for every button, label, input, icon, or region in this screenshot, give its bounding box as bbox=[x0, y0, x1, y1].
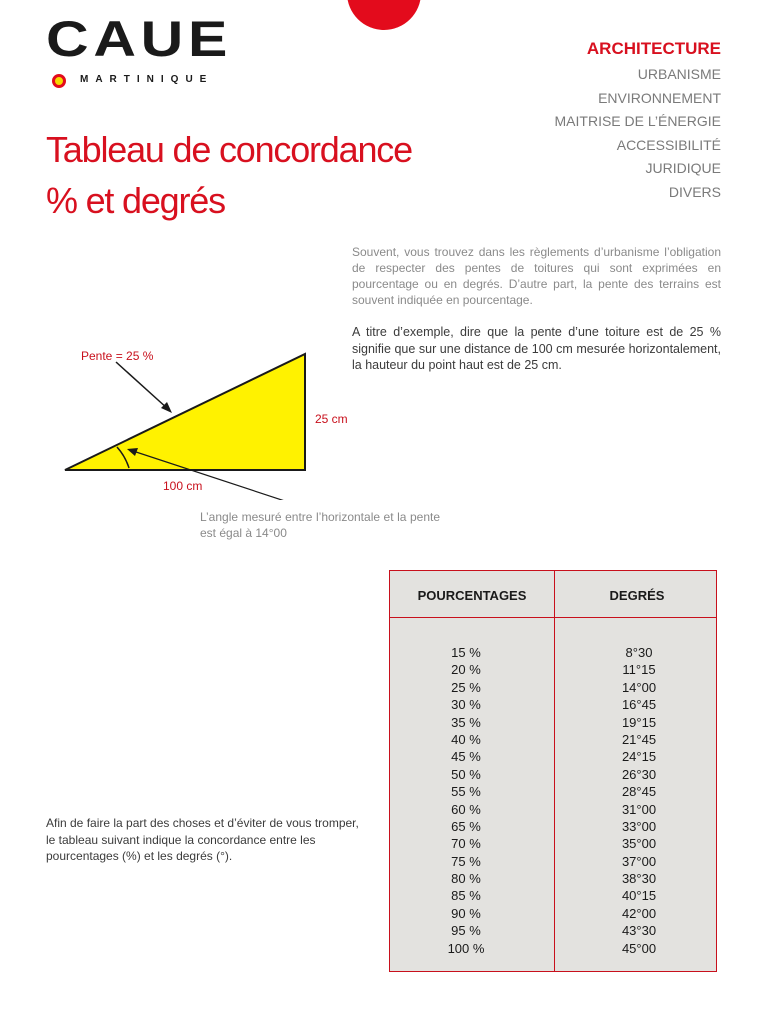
cell-percentage: 50 % bbox=[451, 766, 481, 782]
base-label: 100 cm bbox=[163, 479, 203, 493]
height-label: 25 cm bbox=[315, 412, 348, 426]
pente-label: Pente = 25 % bbox=[81, 349, 154, 363]
slope-triangle bbox=[65, 354, 305, 470]
concordance-table bbox=[389, 570, 717, 972]
table-row bbox=[390, 870, 716, 887]
slope-triangle-diagram bbox=[55, 340, 355, 500]
table-row bbox=[390, 801, 716, 818]
cell-degrees: 38°30 bbox=[621, 871, 657, 887]
cell-degrees: 35°00 bbox=[621, 836, 657, 852]
logo-subtitle: MARTINIQUE bbox=[80, 74, 214, 85]
table-body bbox=[390, 644, 716, 957]
table-row bbox=[390, 731, 716, 748]
table-row bbox=[390, 887, 716, 904]
nav-item-environnement[interactable]: ENVIRONNEMENT bbox=[598, 89, 721, 106]
cell-degrees: 14°00 bbox=[621, 679, 657, 695]
cell-degrees: 33°00 bbox=[621, 818, 657, 834]
nav-item-accessibilite[interactable]: ACCESSIBILITÉ bbox=[616, 136, 721, 153]
cell-percentage: 60 % bbox=[451, 801, 481, 817]
logo-sun-icon bbox=[52, 74, 66, 88]
cell-percentage: 25 % bbox=[451, 679, 481, 695]
cell-percentage: 65 % bbox=[451, 818, 481, 834]
cell-degrees: 24°15 bbox=[621, 749, 657, 765]
header-pourcentages: POURCENTAGES bbox=[417, 588, 527, 603]
nav-item-energie[interactable]: MAITRISE DE L’ÉNERGIE bbox=[554, 113, 721, 129]
table-row bbox=[390, 714, 716, 731]
cell-percentage: 30 % bbox=[451, 697, 481, 713]
cell-degrees: 40°15 bbox=[621, 888, 657, 904]
decorative-red-circle bbox=[347, 0, 421, 30]
cell-degrees: 16°45 bbox=[621, 697, 657, 713]
nav-item-divers[interactable]: DIVERS bbox=[668, 183, 721, 200]
cell-percentage: 20 % bbox=[451, 662, 481, 678]
cell-percentage: 55 % bbox=[451, 784, 481, 800]
intro-paragraph: Souvent, vous trouvez dans les règlements d’urbanisme l’obligation de respecter des pentes de toitures qui sont exprimées en pourcentage ou en degrés. D’autre part, la pente des terrains est souvent indiquée en pourcentage. bbox=[352, 245, 721, 307]
cell-percentage: 40 % bbox=[451, 731, 481, 747]
logo-letters: CAUE bbox=[46, 11, 233, 67]
cell-percentage: 75 % bbox=[451, 853, 481, 869]
caue-logo[interactable] bbox=[46, 11, 241, 85]
table-row bbox=[390, 783, 716, 800]
cell-degrees: 42°00 bbox=[621, 905, 657, 921]
table-row bbox=[390, 922, 716, 939]
cell-percentage: 15 % bbox=[451, 645, 481, 660]
cell-degrees: 31°00 bbox=[621, 801, 657, 817]
table-row bbox=[390, 679, 716, 696]
cell-degrees: 21°45 bbox=[621, 731, 657, 747]
cell-percentage: 90 % bbox=[451, 905, 481, 921]
nav-item-architecture[interactable]: ARCHITECTURE bbox=[586, 39, 721, 58]
table-row bbox=[390, 766, 716, 783]
table-row bbox=[390, 818, 716, 835]
cell-degrees: 19°15 bbox=[621, 714, 657, 730]
cell-percentage: 85 % bbox=[451, 888, 481, 904]
pente-pointer-arrow bbox=[116, 362, 168, 409]
title-line-2: % et degrés bbox=[46, 180, 225, 221]
title-line-1: Tableau de concordance bbox=[46, 129, 412, 170]
cell-degrees: 37°00 bbox=[621, 853, 657, 869]
table-row bbox=[390, 748, 716, 765]
table-intro-note: Afin de faire la part des choses et d’éviter de vous tromper, le tableau suivant indique la concordance entre les pourcentages (%) et les degrés (°). bbox=[46, 816, 359, 863]
cell-degrees: 26°30 bbox=[621, 766, 657, 782]
table-row bbox=[390, 835, 716, 852]
cell-degrees: 28°45 bbox=[621, 784, 657, 800]
table-row bbox=[390, 905, 716, 922]
cell-percentage: 35 % bbox=[451, 714, 481, 730]
cell-percentage: 45 % bbox=[451, 749, 481, 765]
cell-percentage: 100 % bbox=[447, 940, 485, 956]
cell-percentage: 70 % bbox=[451, 836, 481, 852]
table-header-divider bbox=[390, 617, 716, 618]
cell-degrees: 8°30 bbox=[625, 645, 653, 660]
angle-caption: L’angle mesuré entre l’horizontale et la pente est égal à 14°00 bbox=[200, 510, 440, 540]
table-row bbox=[390, 644, 716, 661]
page-title bbox=[46, 124, 412, 226]
nav-item-juridique[interactable]: JURIDIQUE bbox=[645, 160, 721, 176]
cell-degrees: 11°15 bbox=[622, 662, 656, 678]
table-row bbox=[390, 940, 716, 957]
table-row bbox=[390, 853, 716, 870]
table-row bbox=[390, 661, 716, 678]
example-paragraph: A titre d’exemple, dire que la pente d’une toiture est de 25 % signifie que sur une distance de 100 cm mesurée horizontalement, la hauteur du point haut est de 25 cm. bbox=[352, 325, 721, 372]
nav-item-urbanisme[interactable]: URBANISME bbox=[637, 66, 721, 82]
cell-percentage: 95 % bbox=[451, 923, 481, 939]
table-row bbox=[390, 696, 716, 713]
cell-degrees: 43°30 bbox=[621, 923, 657, 939]
cell-percentage: 80 % bbox=[451, 871, 481, 887]
header-degres: DEGRÉS bbox=[609, 588, 665, 603]
category-nav bbox=[555, 38, 721, 204]
cell-degrees: 45°00 bbox=[621, 940, 657, 956]
